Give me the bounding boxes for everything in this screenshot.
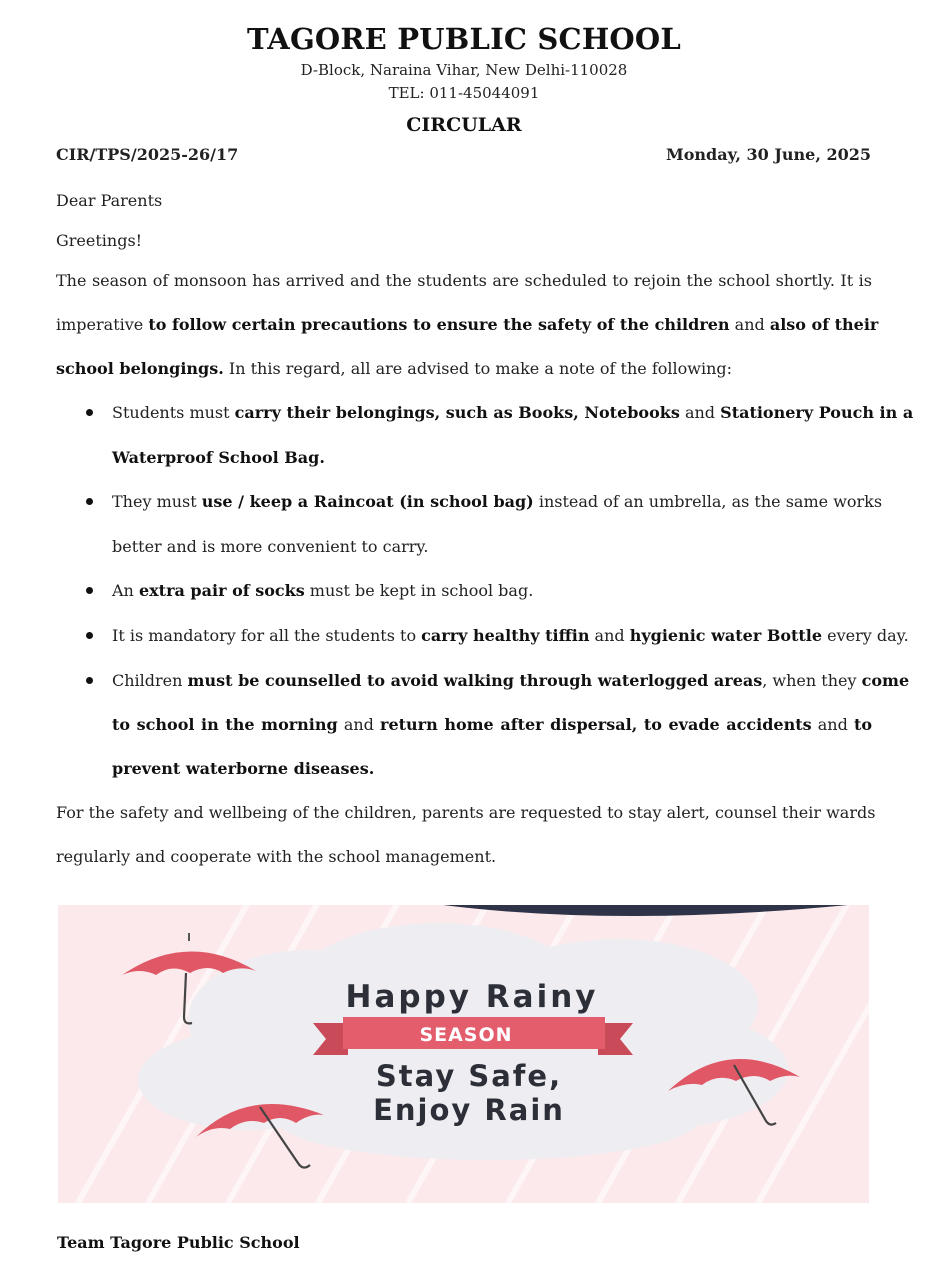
school-telephone: TEL: 011-45044091 [388, 84, 540, 102]
bullet-dot [86, 409, 93, 416]
closing-text: For the safety and wellbeing of the children, parents are requested to stay alert, counsel their wards [56, 803, 876, 822]
closing-line-1 [56, 803, 876, 822]
circular-reference: CIR/TPS/2025-26/17 [56, 145, 239, 164]
intro-line-1 [56, 271, 872, 290]
bullet-emphasis: to [853, 715, 873, 734]
bullet-5-line-2 [112, 715, 872, 734]
bullet-emphasis: return home after dispersal, to evade accidents [380, 715, 812, 734]
bullet-dot [86, 677, 93, 684]
greeting: Greetings! [56, 231, 143, 250]
bullet-text: An [112, 581, 139, 600]
banner-headline: Happy Rainy [345, 979, 599, 1015]
intro-text: In this regard, all are advised to make a note of the following: [223, 359, 733, 378]
school-name: TAGORE PUBLIC SCHOOL [247, 22, 681, 56]
intro-emphasis: also of their [769, 315, 879, 334]
banner-ribbon-text: SEASON [419, 1024, 513, 1046]
bullet-text: must be kept in school bag. [304, 581, 534, 600]
intro-emphasis: school belongings. [56, 359, 224, 378]
bullet-text: Students must [112, 403, 235, 422]
circular-title: CIRCULAR [406, 114, 522, 136]
bullet-emphasis: Stationery Pouch in a [720, 403, 914, 422]
bullet-emphasis: prevent waterborne diseases. [112, 759, 375, 778]
salutation: Dear Parents [56, 191, 163, 210]
bullet-emphasis: use / keep a Raincoat (in school bag) [201, 492, 534, 511]
intro-emphasis: to follow certain precautions to ensure the safety of the children [148, 315, 730, 334]
intro-text: and [729, 315, 770, 334]
bullet-5-line-1 [112, 671, 910, 690]
top-arc [443, 905, 848, 916]
bullet-text: and [337, 715, 381, 734]
bullet-emphasis: come [861, 671, 910, 690]
bullet-emphasis: carry healthy tiffin [421, 626, 590, 645]
bullet-3 [112, 581, 533, 600]
bullet-text: , when they [762, 671, 862, 690]
bullet-5-line-3 [112, 759, 374, 778]
bullet-emphasis: carry their belongings, such as Books, Notebooks [234, 403, 680, 422]
bullet-dot [86, 587, 93, 594]
intro-line-2 [56, 315, 879, 334]
bullet-text: It is mandatory for all the students to [112, 626, 422, 645]
bullet-text: Children [112, 671, 188, 690]
bullet-2-line-2: better and is more convenient to carry. [112, 537, 429, 556]
signature: Team Tagore Public School [57, 1233, 300, 1252]
banner-artwork [58, 905, 869, 1203]
bullet-text: and [811, 715, 854, 734]
bullet-text: every day. [822, 626, 909, 645]
banner-line-2: Enjoy Rain [373, 1093, 565, 1127]
closing-line-2: regularly and cooperate with the school management. [56, 847, 497, 866]
bullet-1-line-1 [112, 403, 914, 422]
bullet-text: and [589, 626, 630, 645]
bullet-emphasis: extra pair of socks [138, 581, 305, 600]
intro-text: The season of monsoon has arrived and the students are scheduled to rejoin the school shortly. It is [56, 271, 872, 290]
bullet-text: instead of an umbrella, as the same works [533, 492, 883, 511]
bullet-emphasis: Waterproof School Bag. [112, 448, 325, 467]
bullet-emphasis: to school in the morning [112, 715, 338, 734]
banner-line-1: Stay Safe, [375, 1059, 563, 1093]
bullet-text: They must [112, 492, 202, 511]
intro-line-3 [56, 359, 732, 378]
bullet-dot [86, 498, 93, 505]
bullet-text: and [679, 403, 721, 422]
bullet-4 [112, 626, 909, 645]
bullet-dot [86, 632, 93, 639]
bullet-2-line-1 [112, 492, 883, 511]
rainy-season-banner [58, 905, 869, 1203]
bullet-1-line-2 [112, 448, 325, 467]
bullet-emphasis: must be counselled to avoid walking through waterlogged areas [187, 671, 763, 690]
bullet-emphasis: hygienic water Bottle [629, 626, 823, 645]
intro-text: imperative [56, 315, 149, 334]
circular-date: Monday, 30 June, 2025 [666, 145, 871, 164]
school-address: D-Block, Naraina Vihar, New Delhi-110028 [300, 61, 628, 79]
